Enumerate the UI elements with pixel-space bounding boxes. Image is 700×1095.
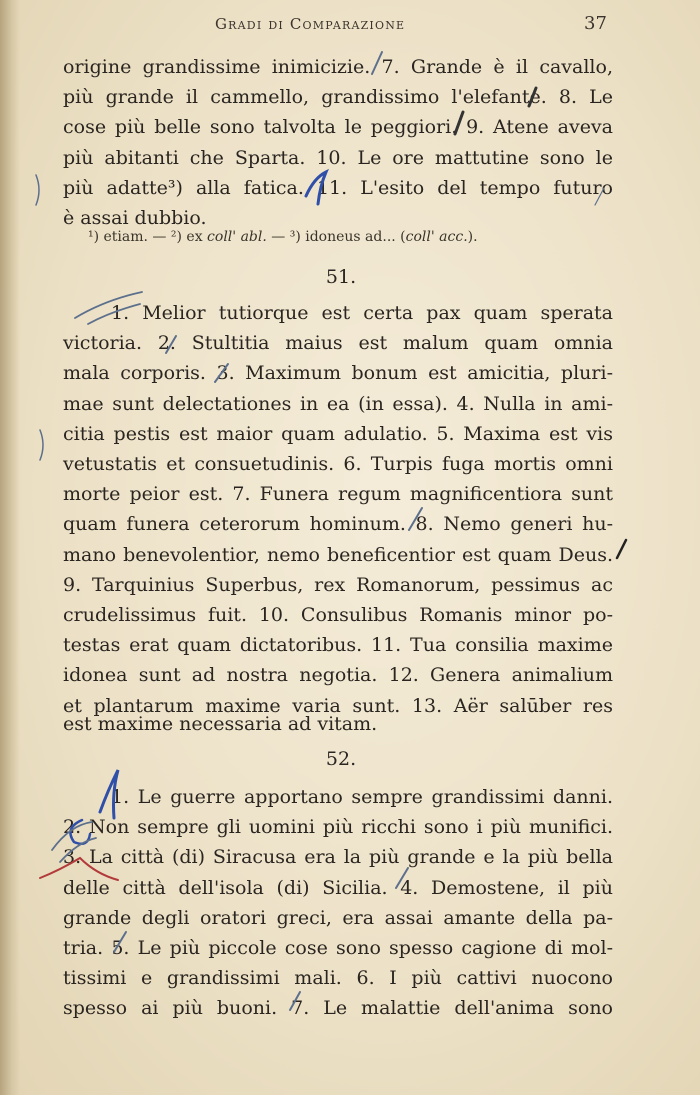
text-line: è assai dubbio. bbox=[63, 207, 207, 229]
exercise-51-text bbox=[63, 298, 613, 721]
text-line: 1. Melior tutiorque est certa pax quam sperata bbox=[111, 302, 613, 324]
pencil-paren-mark bbox=[40, 430, 43, 460]
text-line: tissimi e grandissimi mali. 6. I più cattivi nuocono bbox=[63, 967, 613, 990]
exercise-number-52 bbox=[0, 748, 700, 770]
text-line: più grande il cammello, grandissimo l'elefante. 8. Le bbox=[63, 86, 613, 109]
text-line: mae sunt delectationes in ea (in essa). 4. Nulla in ami- bbox=[63, 392, 613, 415]
footnote-part: ¹) etiam. — ²) ex bbox=[88, 229, 208, 245]
text-line: vetustatis et consuetudinis. 6. Turpis fuga mortis omni bbox=[63, 453, 613, 476]
footnote-italic: coll' acc. bbox=[405, 229, 468, 245]
footnote-part: — ³) idoneus ad... ( bbox=[266, 229, 406, 245]
text-line: mano benevolentior, nemo beneficentior est quam Deus. bbox=[63, 543, 613, 566]
text-line: grande degli oratori greci, era assai amante della pa- bbox=[63, 906, 613, 929]
text-line: 2. Non sempre gli uomini più ricchi sono i più munifici. bbox=[63, 816, 613, 839]
pen-slash-mark bbox=[617, 540, 626, 558]
page-binding-shadow bbox=[0, 0, 20, 1095]
exercise-number-51 bbox=[0, 266, 700, 288]
text-line: più abitanti che Sparta. 10. Le ore mattutine sono le bbox=[63, 146, 613, 169]
text-line: crudelissimus fuit. 10. Consulibus Romanis minor po- bbox=[63, 604, 613, 627]
text-line: est maxime necessaria ad vitam. bbox=[63, 713, 378, 735]
footnote-italic: coll' abl. bbox=[207, 229, 267, 245]
text-line: 3. La città (di) Siracusa era la più grande e la più bella bbox=[63, 846, 613, 869]
text-line: victoria. 2. Stultitia maius est malum quam omnia bbox=[63, 332, 613, 355]
page-number: 37 bbox=[584, 13, 607, 34]
footnote-part: ). bbox=[467, 229, 478, 245]
top-section-text bbox=[63, 52, 613, 203]
exercise-number-label: 52. bbox=[325, 748, 357, 770]
exercise-52-text bbox=[63, 782, 613, 1024]
text-line: tria. 5. Le più piccole cose sono spesso cagione di mol- bbox=[63, 937, 613, 960]
exercise-number-label: 51. bbox=[325, 266, 357, 288]
text-line: cose più belle sono talvolta le peggiori. 9. Atene aveva bbox=[63, 116, 613, 139]
text-line: 9. Tarquinius Superbus, rex Romanorum, pessimus ac bbox=[63, 573, 613, 596]
text-line: mala corporis. 3. Maximum bonum est amicitia, pluri- bbox=[63, 362, 613, 385]
text-line: idonea sunt ad nostra negotia. 12. Genera animalium bbox=[63, 664, 613, 687]
text-line: spesso ai più buoni. 7. Le malattie dell'anima sono bbox=[63, 997, 613, 1020]
footnote bbox=[88, 229, 478, 245]
text-line: testas erat quam dictatoribus. 11. Tua consilia maxime bbox=[63, 634, 613, 657]
text-line: 1. Le guerre apportano sempre grandissimi danni. bbox=[111, 786, 613, 808]
exercise-51-last-line bbox=[63, 709, 613, 739]
text-line: quam funera ceterorum hominum. 8. Nemo generi hu- bbox=[63, 513, 613, 536]
text-line: et plantarum maxime varia sunt. 13. Aër salūber res bbox=[63, 694, 613, 717]
text-line: citia pestis est maior quam adulatio. 5. Maxima est vis bbox=[63, 422, 613, 445]
text-line: morte peior est. 7. Funera regum magnificentiora sunt bbox=[63, 483, 613, 506]
pencil-paren-mark bbox=[36, 175, 39, 205]
text-line: delle città dell'isola (di) Sicilia. 4. Demostene, il più bbox=[63, 876, 613, 899]
running-head: Gradi di Comparazione bbox=[215, 15, 406, 33]
text-line: origine grandissime inimicizie. 7. Grande è il cavallo, bbox=[63, 56, 613, 78]
text-line: più adatte³) alla fatica. 11. L'esito del tempo futuro bbox=[63, 176, 613, 199]
